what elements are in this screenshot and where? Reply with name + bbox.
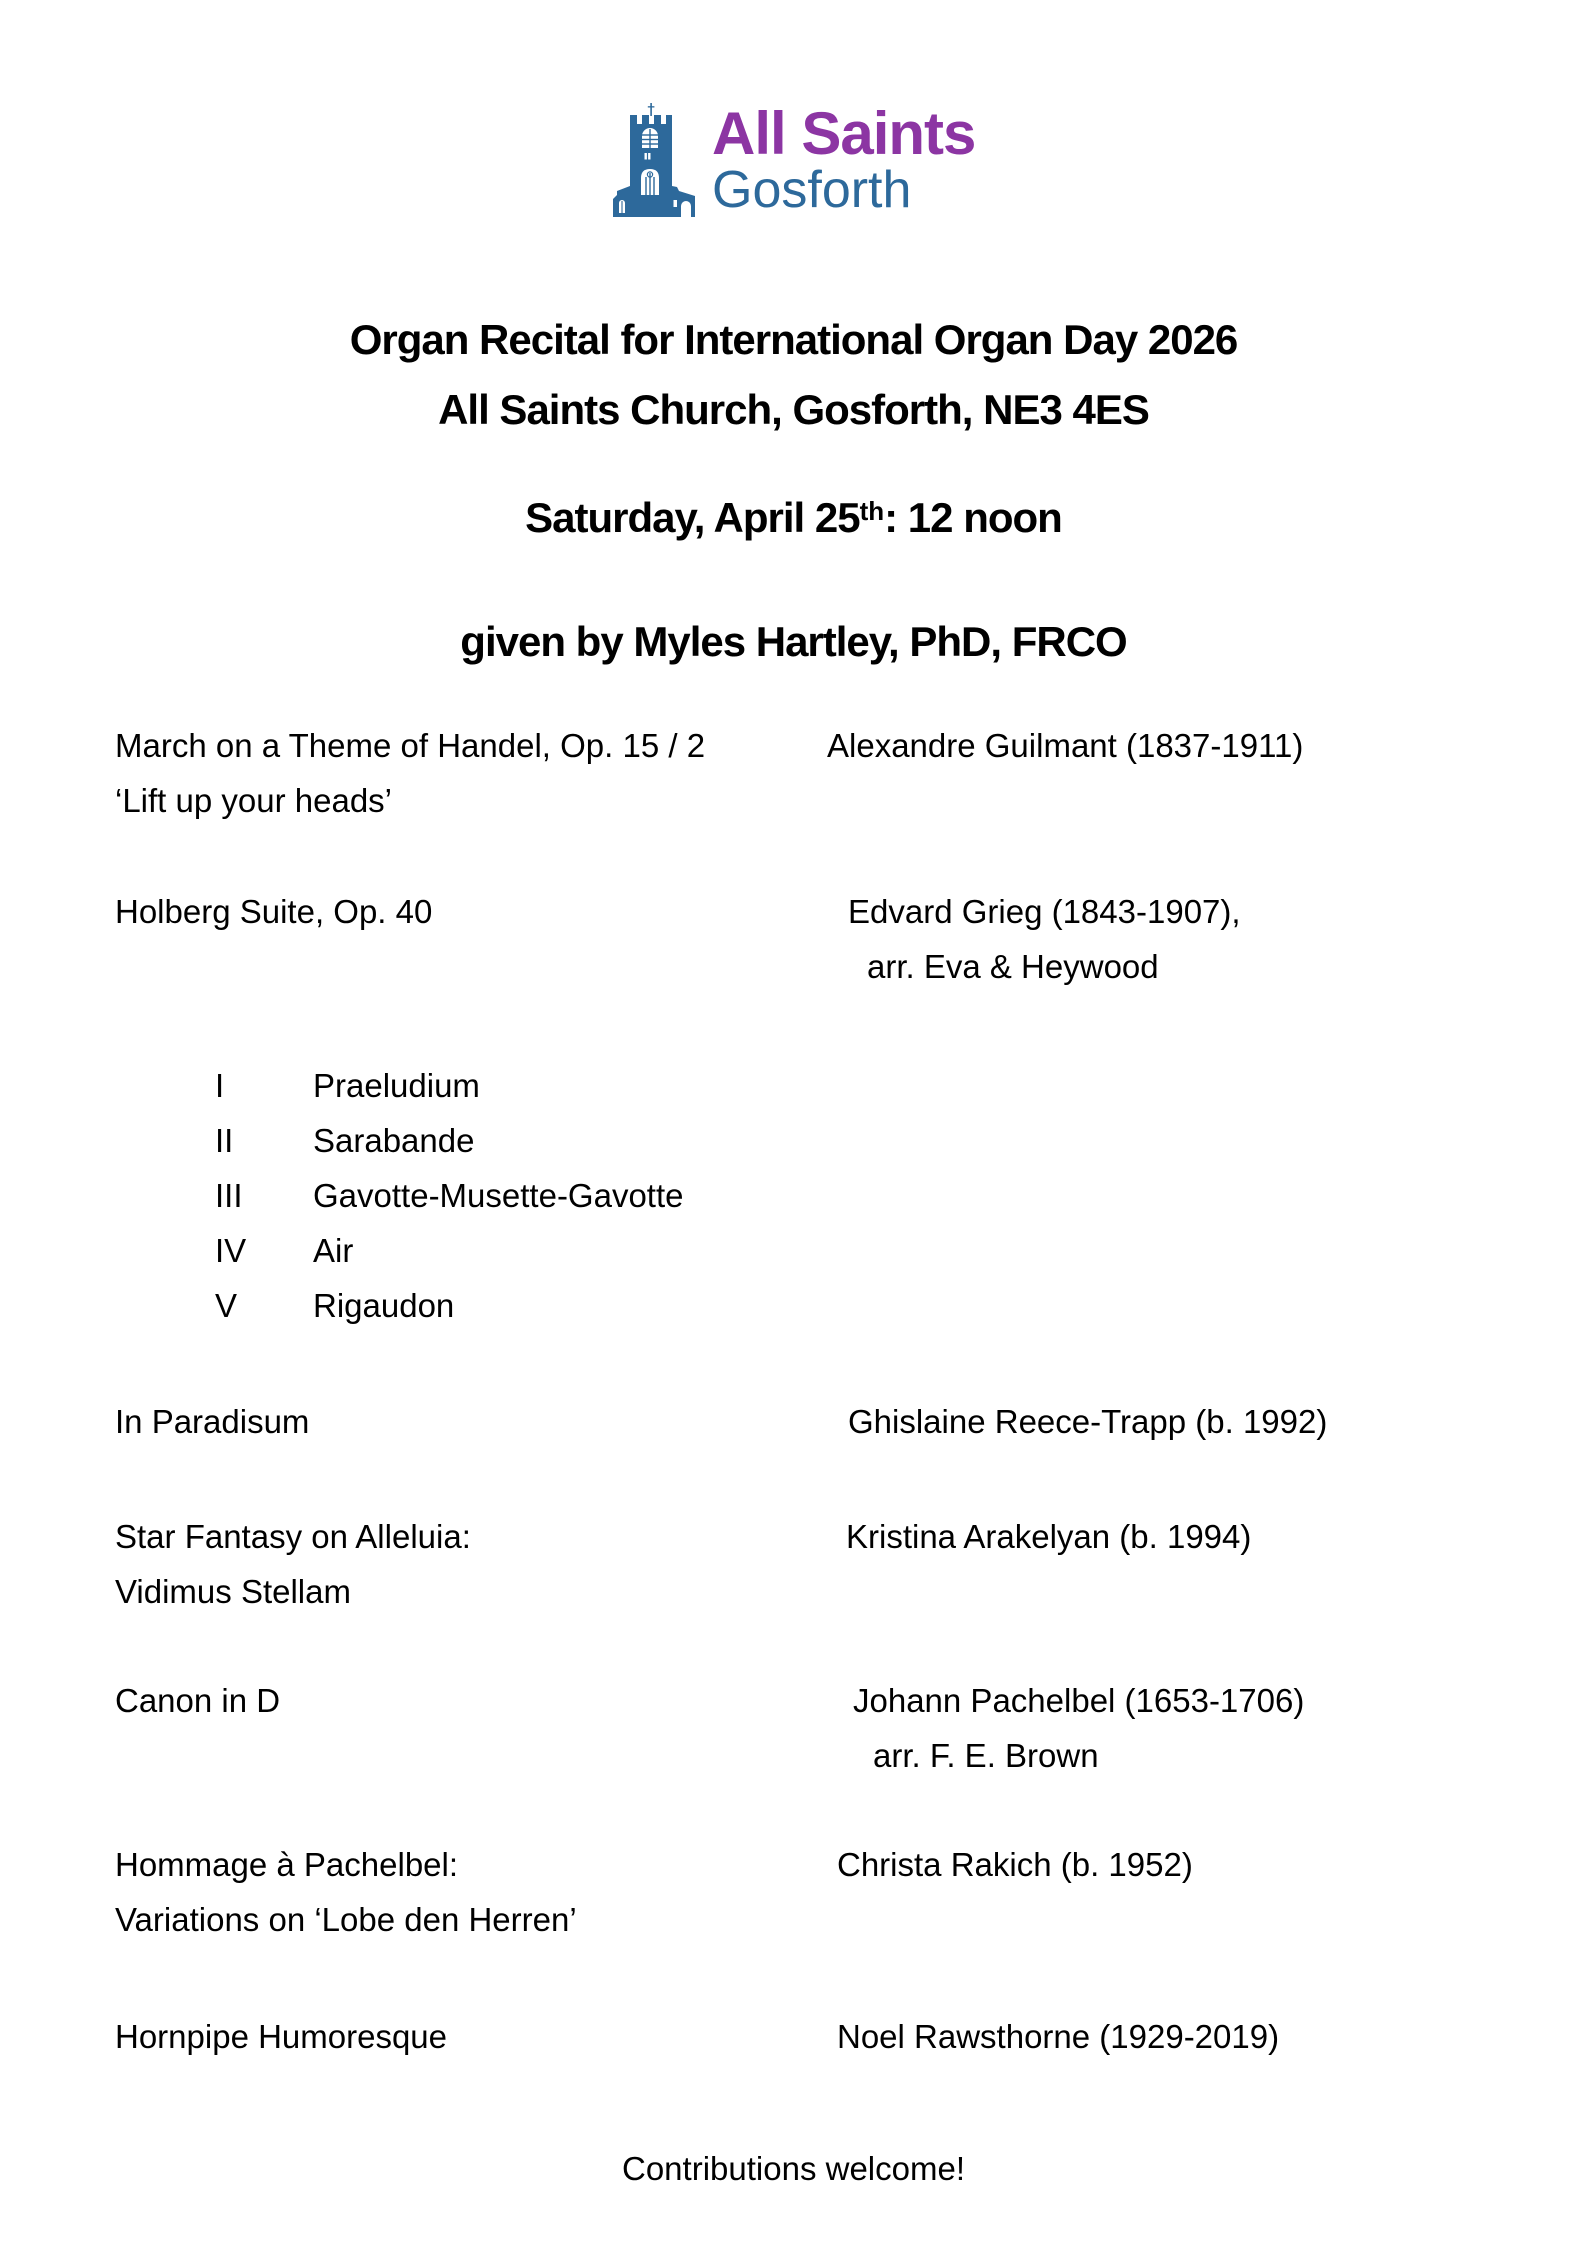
piece-title: Hommage à Pachelbel:: [115, 1846, 459, 1883]
piece-title: Hornpipe Humoresque: [115, 2018, 448, 2055]
piece-subtitle: Vidimus Stellam: [115, 1573, 351, 1610]
page-title-line2: All Saints Church, Gosforth, NE3 4ES: [438, 386, 1149, 433]
programme-row: [0, 884, 1587, 994]
event-date-main: Saturday, April 25: [525, 494, 860, 541]
movement-list: [0, 1058, 1587, 1333]
church-tower-icon: [613, 103, 695, 217]
logo-wordmark-gosforth: Gosforth: [712, 161, 912, 219]
movement-numeral: V: [215, 1287, 238, 1324]
movement-name: Sarabande: [313, 1122, 475, 1159]
event-date-time: : 12 noon: [884, 494, 1062, 541]
logo-wordmark-all-saints: All Saints: [712, 100, 976, 167]
composer: Ghislaine Reece-Trapp (b. 1992): [848, 1403, 1328, 1440]
composer: Noel Rawsthorne (1929-2019): [837, 2018, 1280, 2055]
presenter-line: given by Myles Hartley, PhD, FRCO: [460, 618, 1127, 665]
movement-name: Rigaudon: [313, 1287, 455, 1324]
movement-numeral: I: [215, 1067, 225, 1104]
piece-subtitle: ‘Lift up your heads’: [115, 782, 393, 819]
movement-numeral: II: [215, 1122, 234, 1159]
programme-row: [0, 1673, 1587, 1783]
programme-row: [0, 1394, 1587, 1449]
piece-subtitle: Variations on ‘Lobe den Herren’: [115, 1901, 577, 1938]
movement-name: Air: [313, 1232, 354, 1269]
event-date-ordinal-superscript: th: [859, 496, 885, 527]
piece-title: In Paradisum: [115, 1403, 310, 1440]
programme-row: [0, 1837, 1587, 1947]
movement-numeral: III: [215, 1177, 243, 1214]
composer: Alexandre Guilmant (1837-1911): [827, 727, 1304, 764]
movement-name: Gavotte-Musette-Gavotte: [313, 1177, 684, 1214]
programme-row: [0, 1509, 1587, 1619]
piece-title: Star Fantasy on Alleluia:: [115, 1518, 471, 1555]
movement-name: Praeludium: [313, 1067, 480, 1104]
piece-title: Canon in D: [115, 1682, 281, 1719]
page-title-line1: Organ Recital for International Organ Day 2026: [349, 316, 1238, 363]
composer: Edvard Grieg (1843-1907),: [848, 893, 1241, 930]
arranger: arr. Eva & Heywood: [867, 948, 1159, 985]
arranger: arr. F. E. Brown: [873, 1737, 1099, 1774]
movement-numeral: IV: [215, 1232, 247, 1269]
event-date-line: [0, 483, 1587, 558]
programme-row: [0, 2009, 1587, 2064]
piece-title: March on a Theme of Handel, Op. 15 / 2: [115, 727, 706, 764]
piece-title: Holberg Suite, Op. 40: [115, 893, 433, 930]
composer: Kristina Arakelyan (b. 1994): [846, 1518, 1252, 1555]
composer: Christa Rakich (b. 1952): [837, 1846, 1193, 1883]
contributions-note: Contributions welcome!: [622, 2150, 965, 2187]
composer: Johann Pachelbel (1653-1706): [853, 1682, 1305, 1719]
programme-row: [0, 718, 1587, 828]
